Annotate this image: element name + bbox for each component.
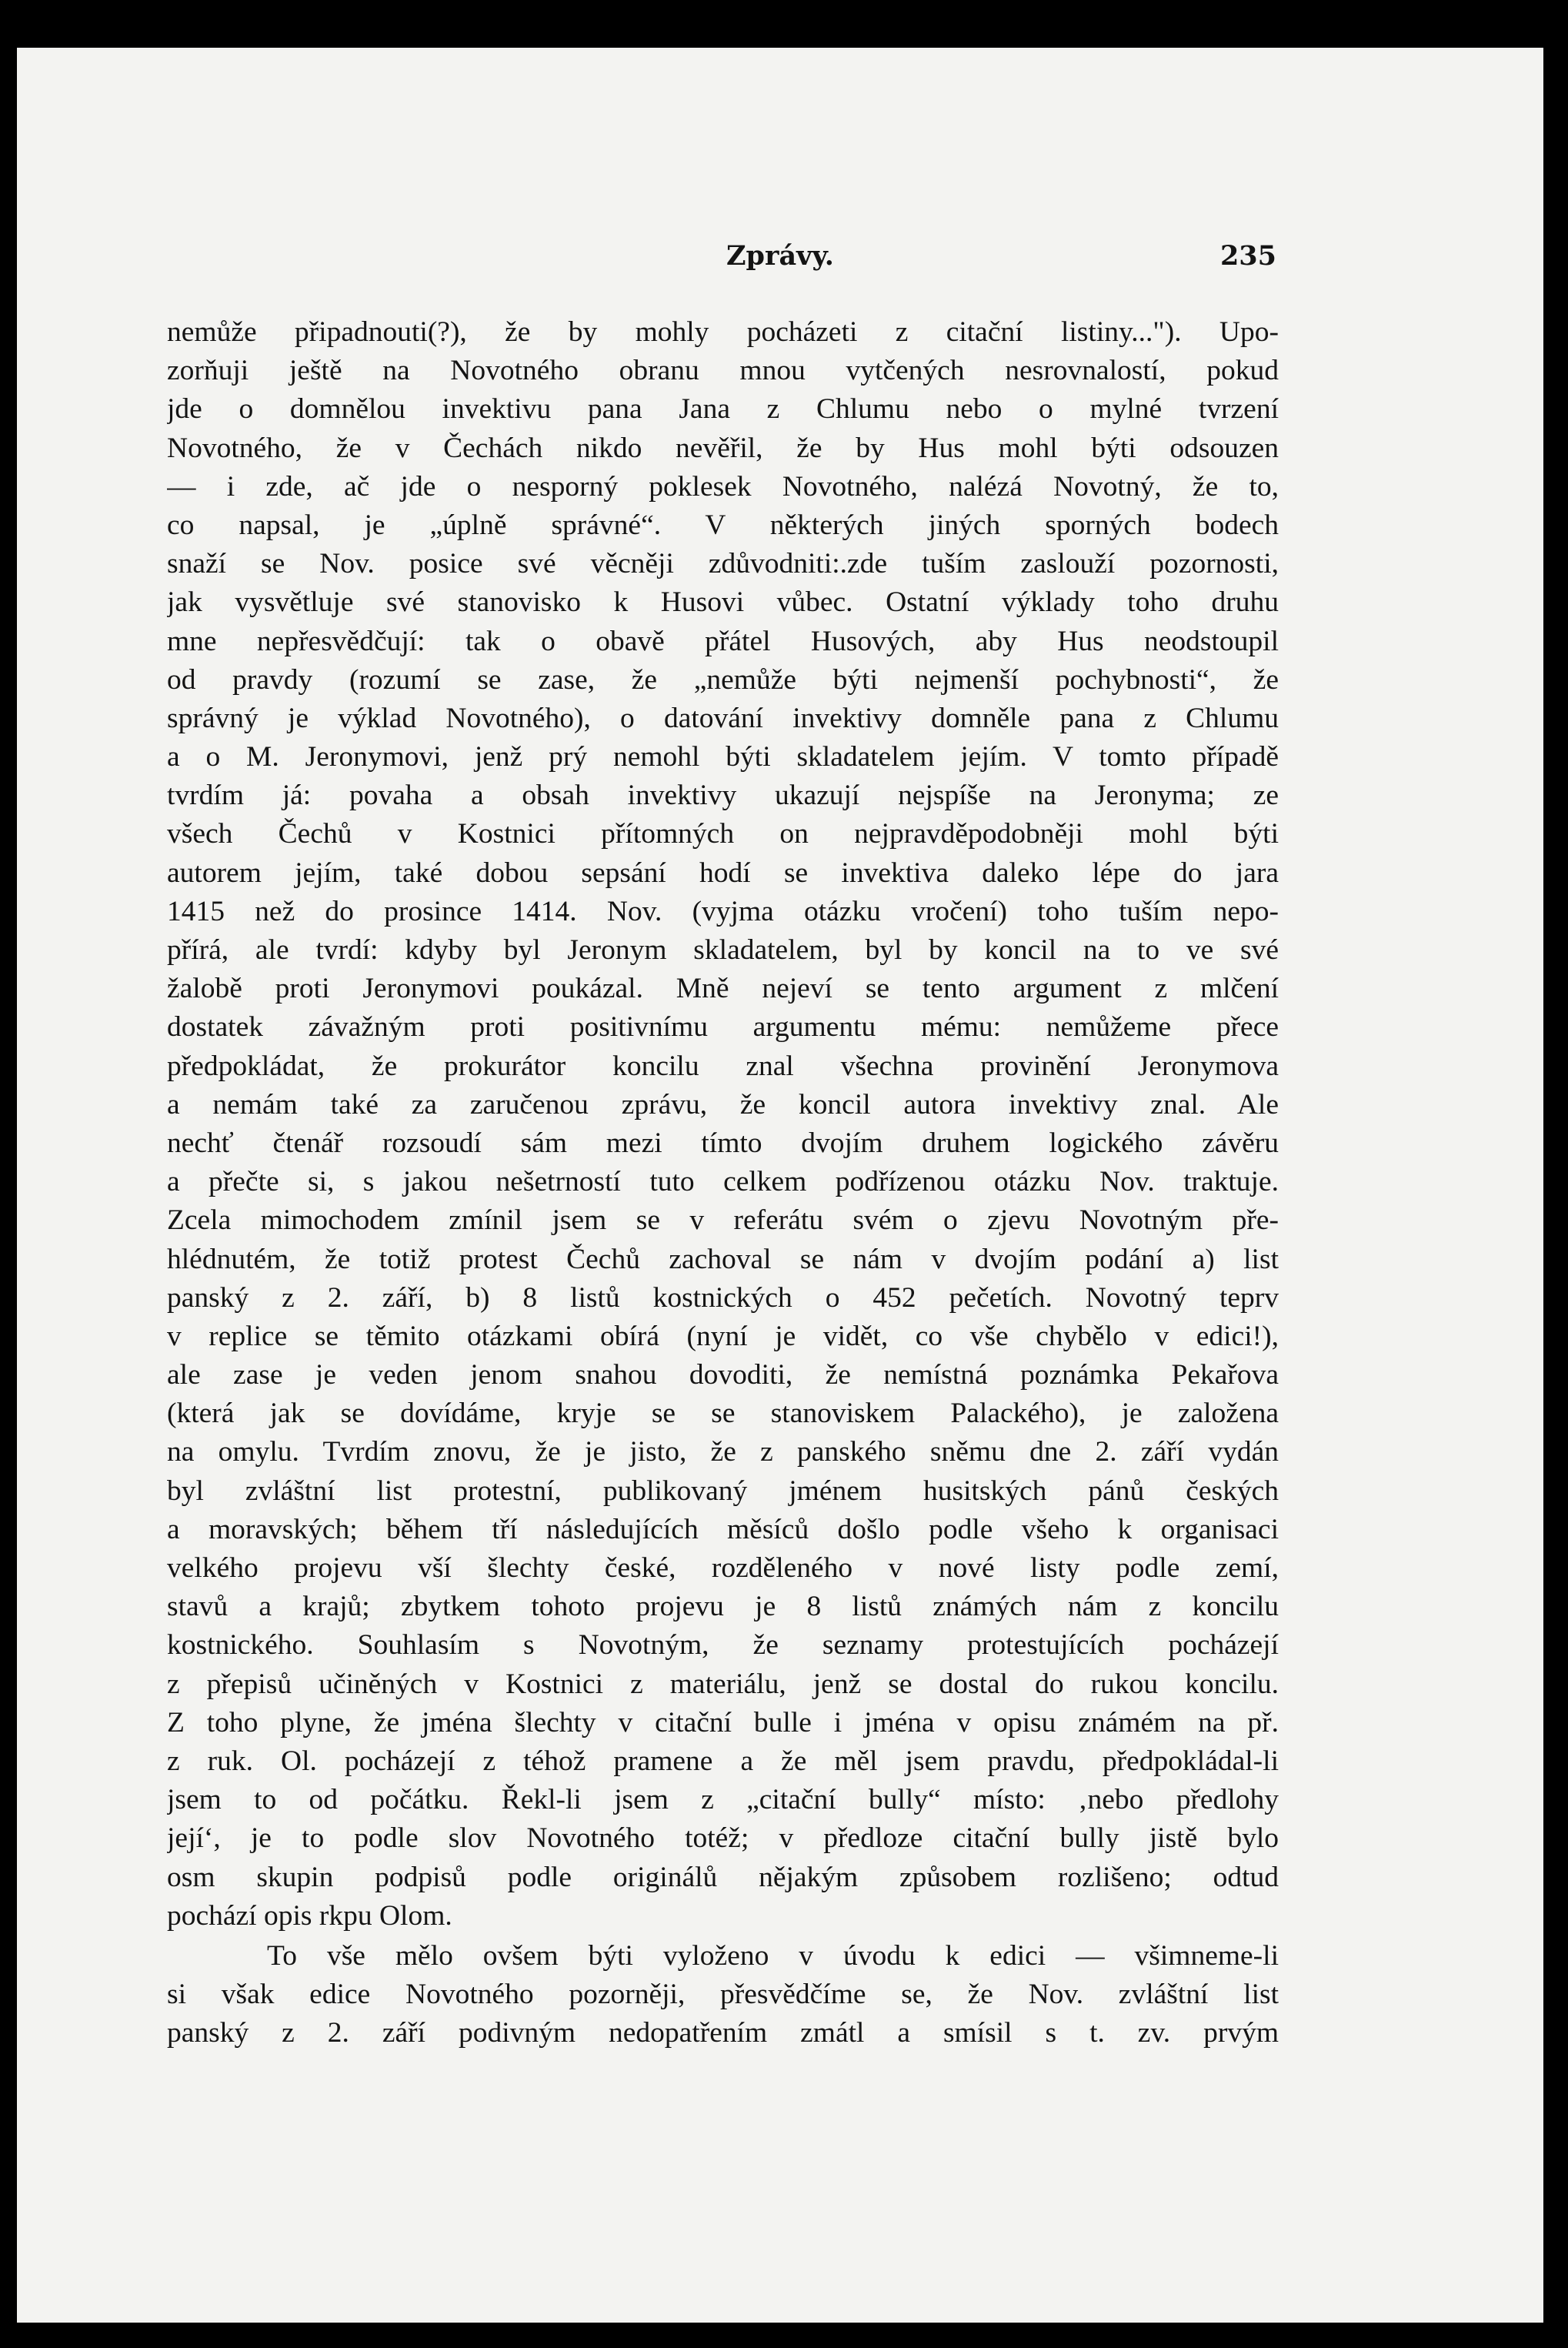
text-line: osm skupin podpisů podle originálů nějakým způsobem rozlišeno; odtud xyxy=(167,1861,1279,1893)
text-line: Novotného, že v Čechách nikdo nevěřil, že by Hus mohl býti odsouzen xyxy=(167,432,1279,464)
paragraph-start-line: To vše mělo ovšem býti vyloženo v úvodu k edici — všimneme-li xyxy=(267,1939,1279,1972)
text-line: byl zvláštní list protestní, publikovaný jménem husitských pánů českých xyxy=(167,1475,1279,1507)
text-line: si však edice Novotného pozorněji, přesvědčíme se, že Nov. zvláštní list xyxy=(167,1979,1279,2011)
text-line: Zcela mimochodem zmínil jsem se v referátu svém o zjevu Novotným pře- xyxy=(167,1204,1279,1237)
text-line: žalobě proti Jeronymovi poukázal. Mně nejeví se tento argument z mlčení xyxy=(167,973,1279,1005)
text-line: kostnického. Souhlasím s Novotným, že seznamy protestujících pocházejí xyxy=(167,1629,1279,1662)
book-page xyxy=(17,48,1543,2323)
text-line: snaží se Nov. posice své věcněji zdůvodniti:.zde tuším zaslouží pozornosti, xyxy=(167,548,1279,580)
text-line: všech Čechů v Kostnici přítomných on nejpravděpodobněji mohl býti xyxy=(167,818,1279,850)
text-line: od pravdy (rozumí se zase, že „nemůže býti nejmenší pochybnosti“, že xyxy=(167,663,1279,696)
text-line: mne nepřesvědčují: tak o obavě přátel Husových, aby Hus neodstoupil xyxy=(167,625,1279,657)
text-line: dostatek závažným proti positivnímu argumentu mému: nemůžeme přece xyxy=(167,1011,1279,1044)
text-line: tvrdím já: povaha a obsah invektivy ukazují nejspíše na Jeronyma; ze xyxy=(167,780,1279,812)
text-line: z ruk. Ol. pocházejí z téhož pramene a že měl jsem pravdu, předpokládal-li xyxy=(167,1745,1279,1777)
paragraph-end-line: pochází opis rkpu Olom. xyxy=(167,1899,452,1932)
text-line: nechť čtenář rozsoudí sám mezi tímto dvojím druhem logického závěru xyxy=(167,1127,1279,1159)
text-line: co napsal, je „úplně správné“. V některých jiných sporných bodech xyxy=(167,509,1279,541)
text-line: (která jak se dovídáme, kryje se se stanoviskem Palackého), je založena xyxy=(167,1398,1279,1430)
text-line: její‘, je to podle slov Novotného totéž; v předloze citační bully jistě bylo xyxy=(167,1822,1279,1855)
text-line: stavů a krajů; zbytkem tohoto projevu je 8 listů známých nám z koncilu xyxy=(167,1591,1279,1623)
body-text xyxy=(167,313,1279,2052)
running-head xyxy=(17,240,1543,286)
text-line: panský z 2. září podivným nedopatřením zmátl a smísil s t. zv. prvým xyxy=(167,2017,1279,2049)
text-line: a o M. Jeronymovi, jenž prý nemohl býti skladatelem jejím. V tomto případě xyxy=(167,741,1279,773)
text-line: jde o domnělou invektivu pana Jana z Chlumu nebo o mylné tvrzení xyxy=(167,393,1279,426)
text-line: nemůže připadnouti(?), že by mohly pocházeti z citační listiny..."). Upo- xyxy=(167,316,1279,348)
text-line: v replice se těmito otázkami obírá (nyní je vidět, co vše chybělo v edici!), xyxy=(167,1320,1279,1352)
running-title: Zprávy. xyxy=(726,240,834,272)
text-line: předpokládat, že prokurátor koncilu znal všechna provinění Jeronymova xyxy=(167,1050,1279,1082)
text-line: a nemám také za zaručenou zprávu, že koncil autora invektivy znal. Ale xyxy=(167,1088,1279,1121)
text-line: zorňuji ještě na Novotného obranu mnou vytčených nesrovnalostí, pokud xyxy=(167,355,1279,387)
text-line: jak vysvětluje své stanovisko k Husovi vůbec. Ostatní výklady toho druhu xyxy=(167,586,1279,619)
text-line: jsem to od počátku. Řekl-li jsem z „citační bully“ místo: ‚nebo předlohy xyxy=(167,1784,1279,1816)
text-line: ale zase je veden jenom snahou dovoditi, že nemístná poznámka Pekařova xyxy=(167,1359,1279,1391)
text-line: Z toho plyne, že jména šlechty v citační bulle i jména v opisu známém na př. xyxy=(167,1706,1279,1738)
page-number: 235 xyxy=(1219,240,1276,272)
text-line: velkého projevu vší šlechty české, rozděleného v nové listy podle zemí, xyxy=(167,1552,1279,1584)
text-line: na omylu. Tvrdím znovu, že je jisto, že z panského sněmu dne 2. září vydán xyxy=(167,1436,1279,1468)
text-line: a přečte si, s jakou nešetrností tuto celkem podřízenou otázku Nov. traktuje. xyxy=(167,1166,1279,1198)
text-line: panský z 2. září, b) 8 listů kostnických o 452 pečetích. Novotný teprv xyxy=(167,1281,1279,1314)
text-line: autorem jejím, také dobou sepsání hodí se invektiva daleko lépe do jara xyxy=(167,857,1279,889)
text-line: 1415 než do prosince 1414. Nov. (vyjma otázku vročení) toho tuším nepo- xyxy=(167,895,1279,927)
text-line: správný je výklad Novotného), o datování invektivy domněle pana z Chlumu xyxy=(167,702,1279,734)
text-line: — i zde, ač jde o nesporný poklesek Novotného, nalézá Novotný, že to, xyxy=(167,470,1279,503)
text-line: hlédnutém, že totiž protest Čechů zachoval se nám v dvojím podání a) list xyxy=(167,1243,1279,1275)
text-line: a moravských; během tří následujících měsíců došlo podle všeho k organisaci xyxy=(167,1513,1279,1545)
text-line: přírá, ale tvrdí: kdyby byl Jeronym skladatelem, byl by koncil na to ve své xyxy=(167,934,1279,966)
text-line: z přepisů učiněných v Kostnici z materiálu, jenž se dostal do rukou koncilu. xyxy=(167,1668,1279,1700)
